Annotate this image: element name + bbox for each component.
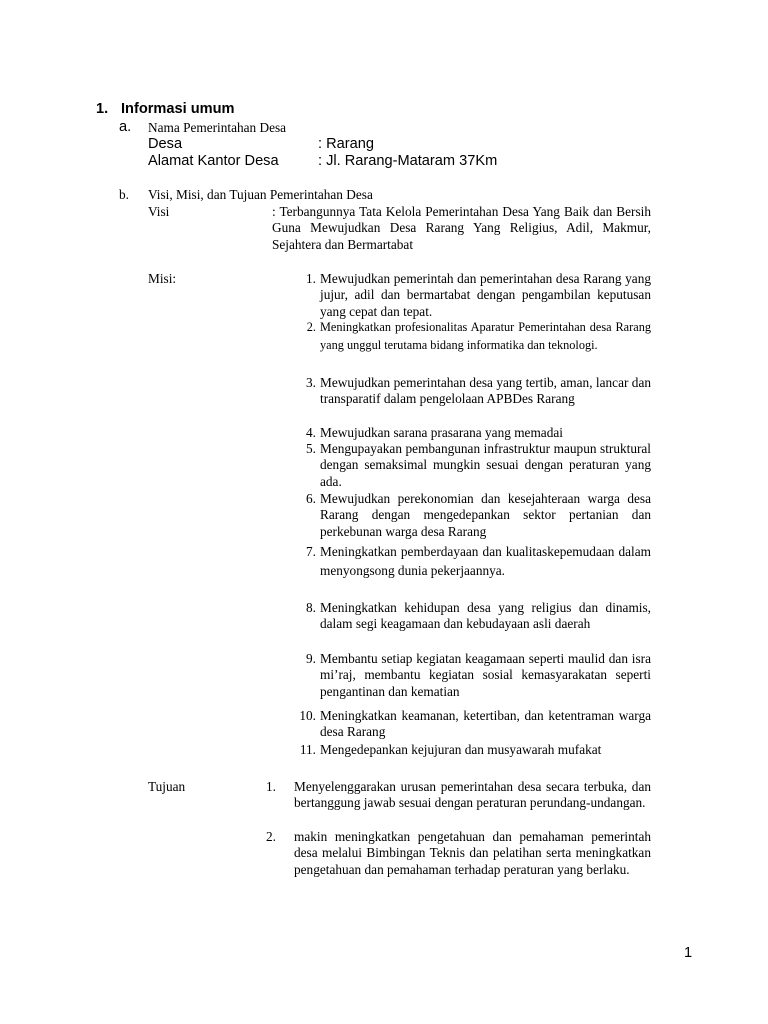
misi-number: 4. [306,425,316,440]
section-number: 1. [96,101,109,117]
misi-item [296,441,651,490]
misi-number: 5. [306,441,316,456]
tujuan-text: makin meningkatkan pengetahuan dan pemahaman pemerintah desa melalui Bimbingan Teknis dan pelatihan serta meningkatkan pengetahuan dan pemahaman terhadap peraturan yang berlaku. [294,829,651,877]
tujuan-label: Tujuan [148,779,186,794]
misi-item [296,600,651,633]
misi-text: Membantu setiap kegiatan keagamaan seperti maulid dan isra mi’raj, membantu kegiatan sosial kemasyarakatan seperti pengantinan dan kematian [320,651,651,699]
misi-text: Mewujudkan perekonomian dan kesejahteraan warga desa Rarang dengan mengedepankan sektor pertanian dan perkebunan warga desa Rarang [320,491,651,539]
misi-text: Meningkatkan kehidupan desa yang religius dan dinamis, dalam segi keagamaan dan kebudayaan asli daerah [320,600,651,632]
misi-number: 7. [306,544,316,559]
misi-text: Meningkatkan keamanan, ketertiban, dan ketentraman warga desa Rarang [320,708,651,740]
desa-label: Desa [148,136,183,152]
sub-b-letter: b. [119,187,129,202]
tujuan-number: 2. [266,829,276,844]
misi-item [296,319,651,354]
desa-value: : Rarang [318,136,374,152]
tujuan-item [266,779,651,812]
tujuan-item [266,829,651,878]
tujuan-number: 1. [266,779,276,794]
misi-number: 6. [306,491,316,506]
misi-number: 8. [306,600,316,615]
misi-number: 11. [299,742,316,757]
misi-text: Mengupayakan pembangunan infrastruktur maupun struktural dengan semaksimal mungkin sesuai dengan peraturan yang ada. [320,441,651,489]
tujuan-text: Menyelenggarakan urusan pemerintahan desa secara terbuka, dan bertanggung jawab sesuai dengan peraturan perundang-undangan. [294,779,651,811]
misi-number: 2. [306,320,316,334]
misi-text: Mewujudkan pemerintahan desa yang tertib, aman, lancar dan transparatif dalam pengelolaan APBDes Rarang [320,375,651,407]
misi-number: 10. [299,708,316,723]
misi-label: Misi: [148,271,177,286]
misi-number: 3. [306,375,316,390]
misi-number: 9. [306,651,316,666]
misi-item [296,651,651,700]
section-title: Informasi umum [121,101,235,117]
misi-item [296,742,651,758]
misi-number: 1. [306,271,316,286]
alamat-value: : Jl. Rarang-Mataram 37Km [318,153,498,169]
misi-item [296,375,651,408]
misi-text: Mewujudkan pemerintah dan pemerintahan desa Rarang yang jujur, adil dan bermartabat dengan pengambilan keputusan yang cepat dan tepat. [320,271,651,319]
misi-text: Meningkatkan pemberdayaan dan kualitaskepemudaan dalam menyongsong dunia pekerjaannya. [320,544,651,578]
misi-item [296,425,651,441]
sub-a-letter: a. [119,119,132,135]
misi-item [296,271,651,320]
misi-text: Mewujudkan sarana prasarana yang memadai [320,425,563,440]
sub-b-title: Visi, Misi, dan Tujuan Pemerintahan Desa [148,187,373,202]
misi-text: Meningkatkan profesionalitas Aparatur Pemerintahan desa Rarang yang unggul terutama bidang informatika dan teknologi. [320,320,651,352]
sub-a-title: Nama Pemerintahan Desa [148,120,287,135]
page-number: 1 [684,945,693,961]
misi-item [296,542,651,580]
visi-label: Visi [148,204,170,219]
misi-item [296,491,651,540]
misi-item [296,708,651,741]
visi-text: : Terbangunnya Tata Kelola Pemerintahan Desa Yang Baik dan Bersih Guna Mewujudkan Desa Rarang Yang Religius, Adil, Makmur, Sejahtera dan Bermartabat [272,204,651,252]
misi-text: Mengedepankan kejujuran dan musyawarah mufakat [320,742,602,757]
alamat-label: Alamat Kantor Desa [148,153,279,169]
